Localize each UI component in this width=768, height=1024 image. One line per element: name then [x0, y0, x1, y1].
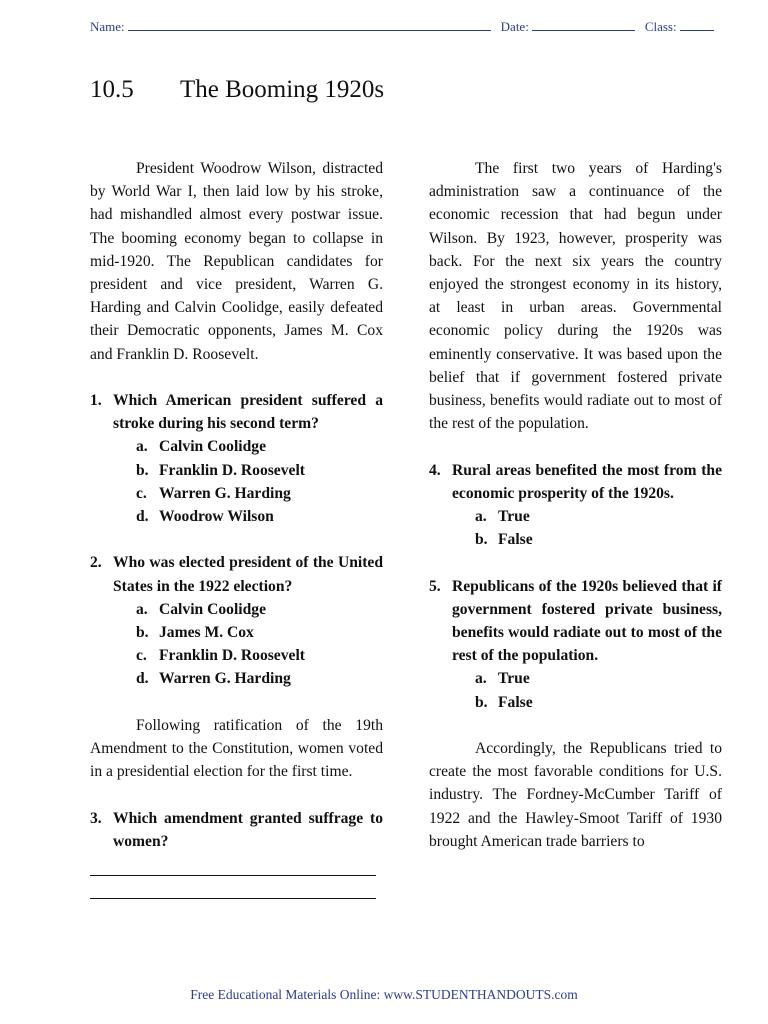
- question-1: [90, 389, 383, 435]
- question-number: 3.: [90, 809, 102, 827]
- worksheet-header: [90, 17, 720, 35]
- question-5: [429, 575, 722, 668]
- section-title: The Booming 1920s: [180, 76, 385, 103]
- question-3: [90, 807, 383, 853]
- footer-credit: Free Educational Materials Online: www.STUDENTHANDOUTS.com: [190, 987, 578, 1002]
- option-c[interactable]: c. Warren G. Harding: [136, 484, 291, 502]
- question-text: Republicans of the 1920s believed that if government fostered private business, benefits would radiate out to most of the rest of the population.: [452, 577, 722, 665]
- option-d[interactable]: d. Woodrow Wilson: [136, 508, 274, 526]
- option-false[interactable]: b. False: [475, 693, 533, 711]
- harding-paragraph: The first two years of Harding's administration saw a continuance of the economic recession that had begun under Wilson. By 1923, however, prosperity was back. For the next six years the country enjoyed the strongest economy in its history, at least in urban areas. Governmental economic policy during the 1920s was eminently conservative. It was based upon the belief that if government fostered private business, benefits would radiate out to most of the rest of the population.: [429, 160, 722, 433]
- class-field[interactable]: [680, 17, 714, 31]
- question-text: Which amendment granted suffrage to women?: [113, 809, 383, 850]
- question-number: 5.: [429, 577, 441, 595]
- option-a[interactable]: a. Calvin Coolidge: [136, 438, 267, 456]
- question-5-options: [429, 667, 722, 713]
- right-column: [429, 157, 722, 853]
- option-b[interactable]: b. James M. Cox: [136, 624, 254, 642]
- option-b[interactable]: b. Franklin D. Roosevelt: [136, 461, 305, 479]
- class-label: Class:: [644, 19, 677, 34]
- amendment-paragraph: Following ratification of the 19th Amendment to the Constitution, women voted in a presidential election for the first time.: [90, 716, 383, 781]
- page-title: [90, 76, 384, 104]
- option-false[interactable]: b. False: [475, 531, 533, 549]
- question-text: Rural areas benefited the most from the economic prosperity of the 1920s.: [452, 461, 722, 502]
- option-c[interactable]: c. Franklin D. Roosevelt: [136, 647, 305, 665]
- question-2-options: [90, 598, 383, 691]
- question-number: 1.: [90, 392, 102, 410]
- question-text: Who was elected president of the United States in the 1922 election?: [113, 554, 383, 595]
- question-number: 2.: [90, 554, 102, 572]
- tariff-paragraph: Accordingly, the Republicans tried to create the most favorable conditions for U.S. industry. The Fordney-McCumber Tariff of 1922 and the Hawley-Smoot Tariff of 1930 brought American trade barriers to: [429, 740, 722, 850]
- question-2: [90, 551, 383, 597]
- question-text: Which American president suffered a stroke during his second term?: [113, 392, 383, 433]
- option-true[interactable]: a. True: [475, 670, 530, 688]
- intro-paragraph: President Woodrow Wilson, distracted by World War I, then laid low by his stroke, had mishandled almost every postwar issue. The booming economy began to collapse in mid-1920. The Republican candidates for president and vice president, Warren G. Harding and Calvin Coolidge, easily defeated their Democratic opponents, James M. Cox and Franklin D. Roosevelt.: [90, 160, 383, 363]
- date-label: Date:: [500, 19, 529, 34]
- answer-line-2[interactable]: [90, 876, 376, 899]
- question-number: 4.: [429, 461, 441, 479]
- name-label: Name:: [90, 19, 125, 34]
- section-number: 10.5: [90, 76, 134, 103]
- option-true[interactable]: a. True: [475, 508, 530, 526]
- answer-line-1[interactable]: [90, 853, 376, 876]
- option-d[interactable]: d. Warren G. Harding: [136, 670, 291, 688]
- left-column: [90, 157, 383, 899]
- option-a[interactable]: a. Calvin Coolidge: [136, 600, 267, 618]
- date-field[interactable]: [532, 17, 635, 31]
- question-4-options: [429, 505, 722, 551]
- name-field[interactable]: [128, 17, 491, 31]
- question-4: [429, 459, 722, 505]
- question-1-options: [90, 435, 383, 528]
